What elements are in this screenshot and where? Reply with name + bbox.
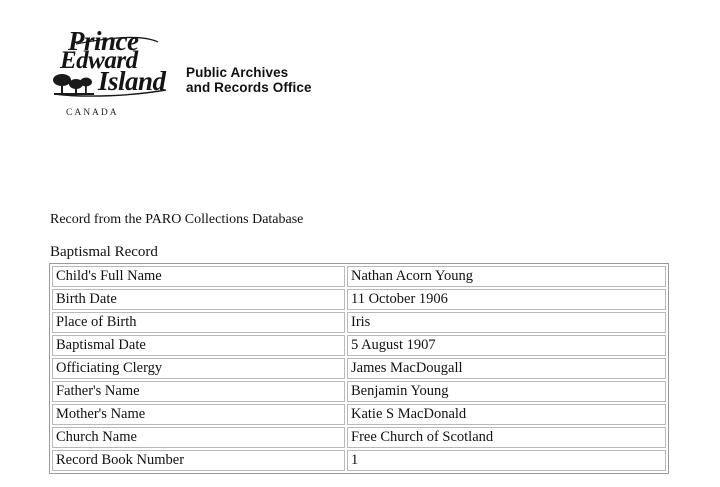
logo-country: CANADA — [66, 108, 119, 118]
table-row — [52, 312, 666, 333]
row-value: 11 October 1906 — [347, 289, 666, 310]
agency-line-1: Public Archives — [186, 65, 289, 80]
table-row — [52, 289, 666, 310]
row-value: Nathan Acorn Young — [347, 266, 666, 287]
row-value: 1 — [347, 450, 666, 471]
logo-word-island: Island — [98, 66, 166, 96]
table-row — [52, 381, 666, 402]
row-value: 5 August 1907 — [347, 335, 666, 356]
row-value: Katie S MacDonald — [347, 404, 666, 425]
table-row — [52, 450, 666, 471]
row-label: Officiating Clergy — [52, 358, 345, 379]
row-label: Birth Date — [52, 289, 345, 310]
table-row — [52, 335, 666, 356]
row-value: Iris — [347, 312, 666, 333]
row-label: Father's Name — [52, 381, 345, 402]
row-value: Benjamin Young — [347, 381, 666, 402]
row-value: Free Church of Scotland — [347, 427, 666, 448]
agency-line-2: and Records Office — [186, 80, 312, 95]
row-label: Baptismal Date — [52, 335, 345, 356]
table-row — [52, 404, 666, 425]
table-row — [52, 358, 666, 379]
row-label: Record Book Number — [52, 450, 345, 471]
logo-word-prince: Prince — [68, 26, 139, 56]
pei-logo — [46, 24, 176, 124]
row-label: Child's Full Name — [52, 266, 345, 287]
table-row — [52, 266, 666, 287]
row-label: Church Name — [52, 427, 345, 448]
table-caption: Baptismal Record — [50, 244, 158, 260]
agency-name — [186, 65, 312, 95]
row-label: Mother's Name — [52, 404, 345, 425]
row-label: Place of Birth — [52, 312, 345, 333]
source-line: Record from the PARO Collections Database — [50, 212, 304, 227]
row-value: James MacDougall — [347, 358, 666, 379]
logo-word-edward: Edward — [60, 47, 138, 74]
record-table — [49, 263, 669, 474]
table-row — [52, 427, 666, 448]
